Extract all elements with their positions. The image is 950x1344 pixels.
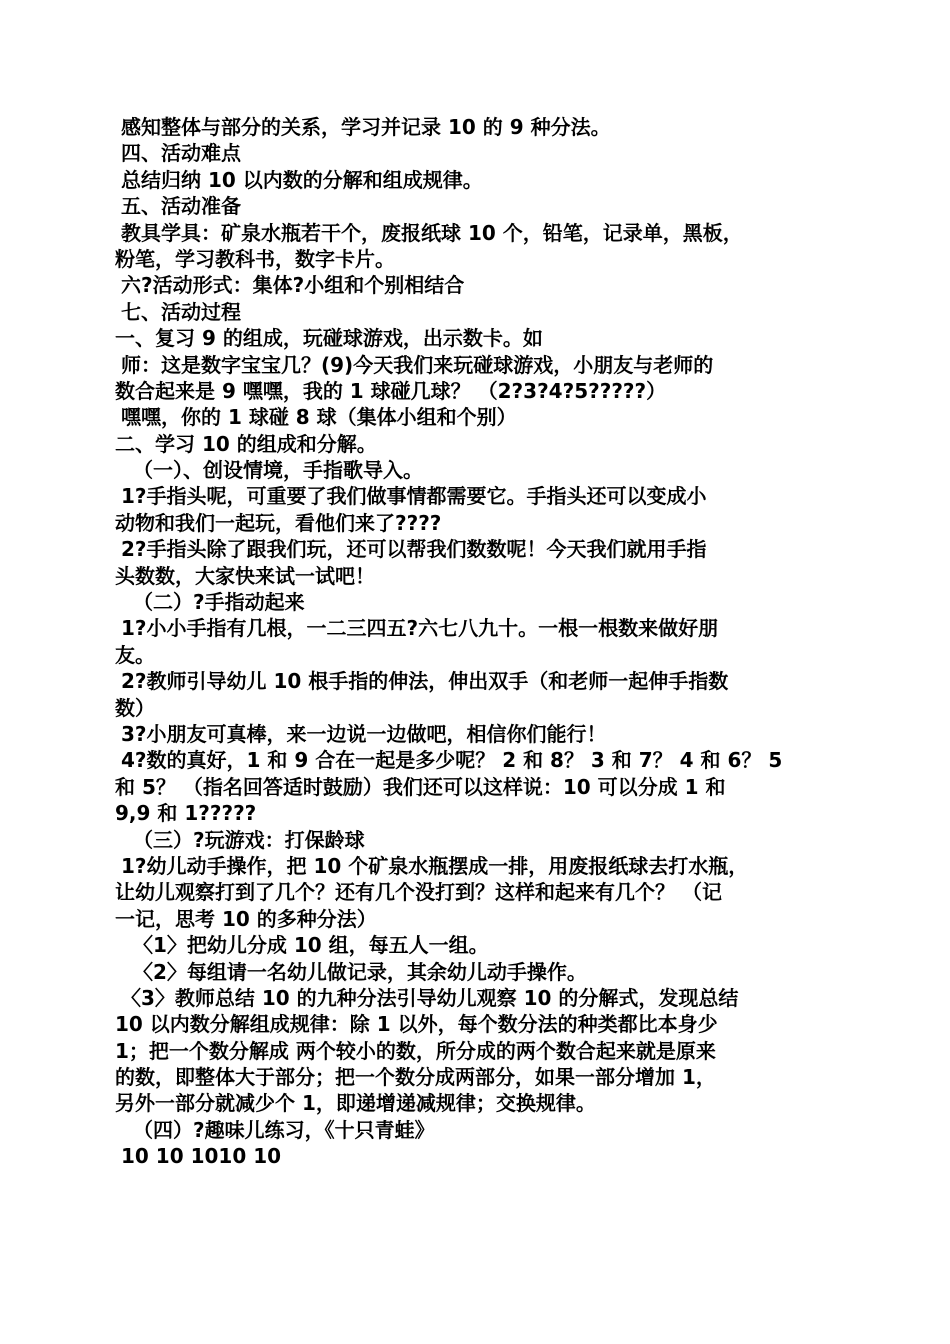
text-line: 〈3〉教师总结 10 的九种分法引导幼儿观察 10 的分解式，发现总结 [121,985,739,1010]
text-line: （二）?手指动起来 [133,590,305,615]
text-line: 教具学具：矿泉水瓶若干个，废报纸球 10 个，铅笔，记录单，黑板， [121,220,743,245]
text-line: （三）?玩游戏：打保龄球 [133,827,365,852]
text-line: 2?手指头除了跟我们玩，还可以帮我们数数呢！今天我们就用手指 [121,537,707,562]
text-line: 4?数的真好，1 和 9 合在一起是多少呢？ 2 和 8？ 3 和 7？ 4 和 6？ 5 [121,748,783,773]
text-line: 〈2〉每组请一名幼儿做记录，其余幼儿动手操作。 [133,959,587,984]
text-line: 四、活动难点 [121,141,241,166]
text-line: 10 以内数分解组成规律：除 1 以外，每个数分法的种类都比本身少 [115,1012,718,1037]
text-line: （四）?趣味儿练习，《十只青蛙》 [133,1117,435,1142]
text-line: 1；把一个数分解成 两个较小的数，所分成的两个数合起来就是原来 [115,1038,716,1063]
text-line: 和 5？ （指名回答适时鼓励）我们还可以这样说：10 可以分成 1 和 [115,774,726,799]
text-line: 五、活动准备 [121,194,241,219]
text-line: 友。 [115,642,155,667]
text-line: 1?幼儿动手操作，把 10 个矿泉水瓶摆成一排，用废报纸球去打水瓶， [121,853,749,878]
text-line: 3?小朋友可真棒，来一边说一边做吧，相信你们能行！ [121,721,607,746]
text-line: 六?活动形式：集体?小组和个别相结合 [121,273,465,298]
text-line: 数） [115,695,155,720]
text-line: 师：这是数字宝宝几？(9)今天我们来玩碰球游戏，小朋友与老师的 [121,352,714,377]
document-body [115,114,845,1170]
text-line: 头数数，大家快来试一试吧！ [115,563,375,588]
text-line: 总结归纳 10 以内数的分解和组成规律。 [121,167,483,192]
text-line: 粉笔，学习教科书，数字卡片。 [115,246,395,271]
text-line: 一、复习 9 的组成，玩碰球游戏，出示数卡。如 [115,326,543,351]
text-line: 数合起来是 9 嘿嘿，我的 1 球碰几球？ （2?3?4?5?????） [115,378,667,403]
text-line: 嘿嘿，你的 1 球碰 8 球（集体小组和个别） [121,405,517,430]
text-line: 感知整体与部分的关系，学习并记录 10 的 9 种分法。 [121,115,611,139]
text-line: 让幼儿观察打到了几个？还有几个没打到？这样和起来有几个？ （记 [115,880,722,905]
text-line: 动物和我们一起玩，看他们来了???? [115,510,442,535]
text-line: 2?教师引导幼儿 10 根手指的伸法，伸出双手（和老师一起伸手指数 [121,669,729,694]
text-line: 〈1〉把幼儿分成 10 组，每五人一组。 [133,933,489,958]
text-line: 七、活动过程 [121,299,241,324]
text-line: 的数，即整体大于部分；把一个数分成两部分，如果一部分增加 1， [115,1065,716,1090]
text-line: 一记，思考 10 的多种分法） [115,906,377,931]
text-line: （一）、创设情境，手指歌导入。 [133,458,423,483]
text-line: 1?手指头呢，可重要了我们做事情都需要它。手指头还可以变成小 [121,484,707,509]
text-line: 1?小小手指有几根，一二三四五?六七八九十。一根一根数来做好朋 [121,616,719,641]
text-line: 另外一部分就减少个 1，即递增递减规律；交换规律。 [115,1091,596,1116]
text-line: 10 10 1010 10 [121,1144,282,1169]
text-line: 二、学习 10 的组成和分解。 [115,431,377,456]
text-line: 9,9 和 1????? [115,801,257,826]
